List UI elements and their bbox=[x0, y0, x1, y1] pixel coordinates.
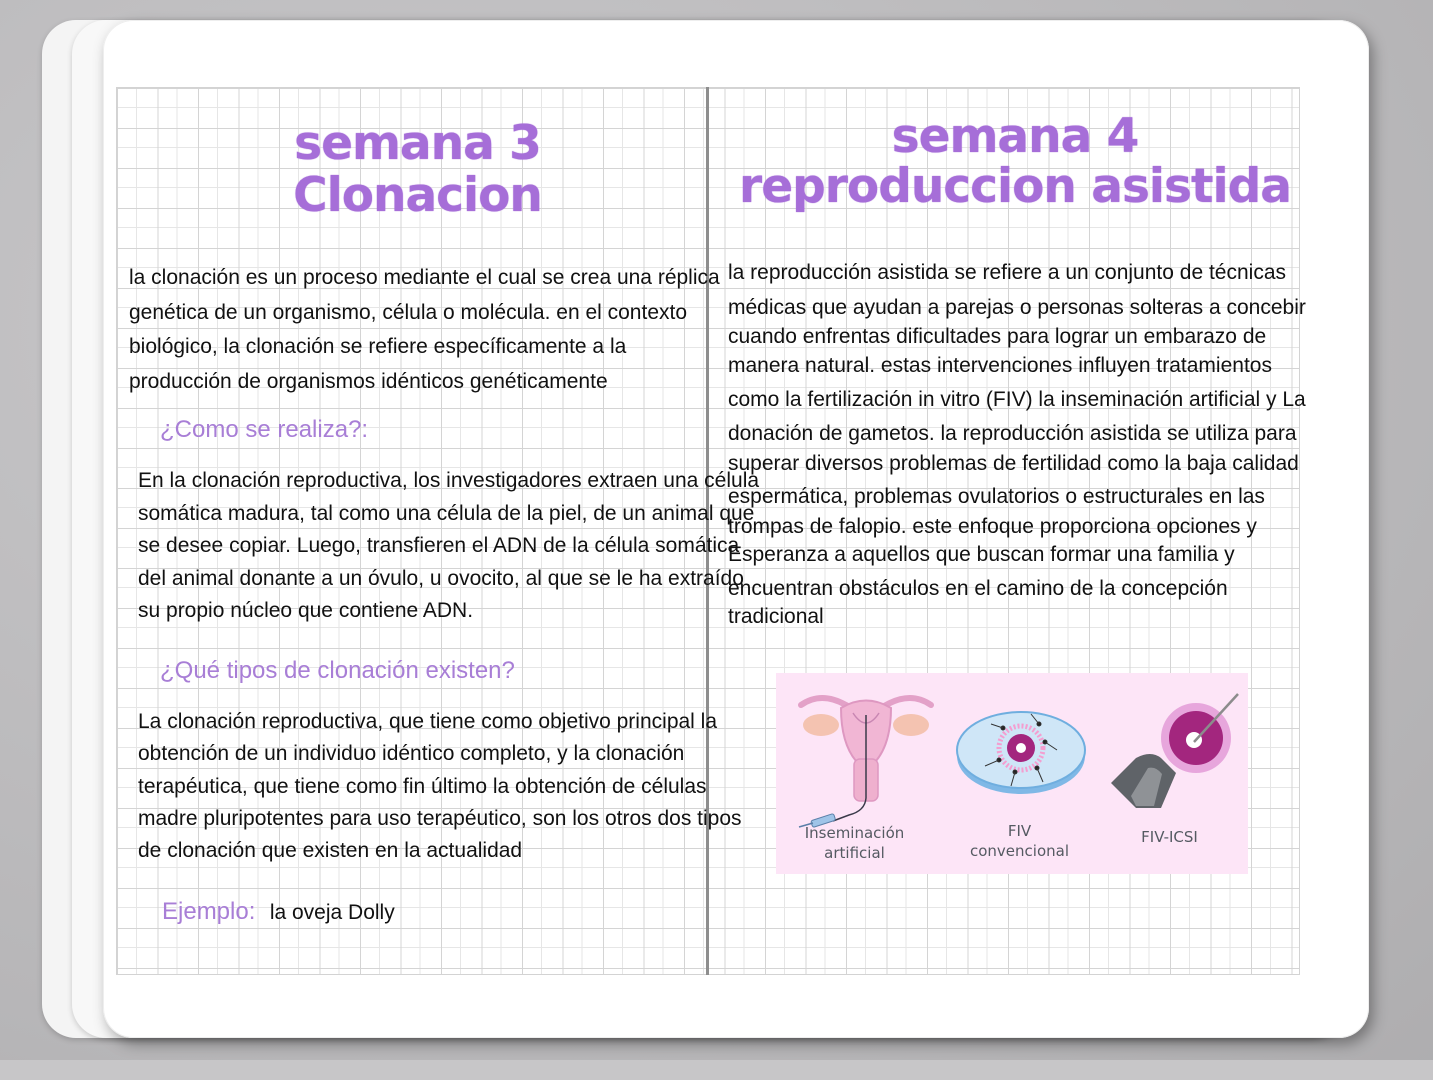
how-paragraph bbox=[138, 466, 759, 629]
caption-fiv bbox=[941, 821, 1098, 861]
text-line: espermática, problemas ovulatorios o estructurales en las bbox=[728, 485, 1265, 508]
text-line: donación de gametos. la reproducción asistida se utiliza para bbox=[728, 422, 1297, 445]
text-line: madre pluripotentes para uso terapéutico, son los otros dos tipos bbox=[138, 806, 742, 830]
section-heading-types: ¿Qué tipos de clonación existen? bbox=[160, 657, 515, 684]
right-page-title bbox=[715, 109, 1315, 214]
text-line: la clonación es un proceso mediante el cual se crea una réplica bbox=[129, 266, 720, 289]
text-line: terapéutica, que tiene como fin último la obtención de células bbox=[138, 774, 707, 798]
example-label: Ejemplo: bbox=[162, 898, 256, 925]
text-line: La clonación reproductiva, que tiene como objetivo principal la bbox=[138, 710, 718, 733]
text-line: su propio núcleo que contiene ADN. bbox=[138, 599, 474, 622]
text-line: genética de un organismo, célula o molécula. en el contexto bbox=[129, 300, 688, 324]
title-line: Clonacion bbox=[293, 168, 542, 223]
caption-icsi bbox=[1091, 827, 1248, 847]
example-line bbox=[162, 898, 395, 926]
caption-line: artificial bbox=[824, 844, 885, 862]
types-paragraph bbox=[138, 707, 742, 868]
text-line: somática madura, tal como una célula de la piel, de un animal que bbox=[138, 501, 755, 525]
title-line: reproduccion asistida bbox=[739, 159, 1291, 214]
text-line: biológico, la clonación se refiere específicamente a la bbox=[129, 335, 627, 358]
illustration-item-insemination bbox=[776, 673, 933, 874]
text-line: Esperanza a aquellos que buscan formar una familia y bbox=[728, 543, 1235, 566]
desk-surface bbox=[0, 1060, 1433, 1080]
text-line: superar diversos problemas de fertilidad como la baja calidad bbox=[728, 452, 1299, 475]
petri-dish-egg-icon bbox=[951, 698, 1091, 808]
section-heading-how: ¿Como se realiza?: bbox=[160, 416, 369, 443]
assisted-reproduction-illustration bbox=[776, 673, 1248, 874]
icsi-injection-icon bbox=[1106, 688, 1256, 818]
text-line: la reproducción asistida se refiere a un conjunto de técnicas bbox=[728, 261, 1286, 284]
illustration-item-icsi bbox=[1091, 673, 1248, 874]
text-line: obtención de un individuo idéntico completo, y la clonación bbox=[138, 742, 685, 766]
caption-line: convencional bbox=[969, 842, 1069, 860]
title-line: semana 4 bbox=[891, 109, 1139, 164]
text-line: cuando enfrentas dificultades para lograr un embarazo de bbox=[728, 325, 1267, 348]
example-value: la oveja Dolly bbox=[269, 901, 395, 924]
text-line: de clonación que existen en la actualidad bbox=[138, 839, 523, 863]
illustration-item-fiv bbox=[941, 673, 1098, 874]
text-line: En la clonación reproductiva, los investigadores extraen una célula bbox=[138, 469, 760, 492]
text-line: tradicional bbox=[728, 605, 824, 628]
text-line: como la fertilización in vitro (FIV) la inseminación artificial y La bbox=[728, 388, 1306, 411]
caption-line: Inseminación bbox=[804, 824, 905, 842]
text-line: encuentran obstáculos en el camino de la concepción bbox=[728, 577, 1228, 600]
text-line: manera natural. estas intervenciones influyen tratamientos bbox=[728, 354, 1272, 377]
text-line: del animal donante a un óvulo, u ovocito, al que se le ha extraído bbox=[138, 566, 744, 590]
title-line: semana 3 bbox=[294, 116, 541, 171]
caption-line: FIV-ICSI bbox=[1141, 828, 1198, 846]
text-line: producción de organismos idénticos genéticamente bbox=[129, 369, 608, 393]
cloning-intro-paragraph bbox=[129, 263, 720, 401]
text-line: trompas de falopio. este enfoque proporciona opciones y bbox=[728, 515, 1257, 538]
caption-line: FIV bbox=[1007, 822, 1032, 840]
assisted-reproduction-paragraph bbox=[728, 258, 1306, 632]
left-page-title bbox=[120, 116, 715, 224]
caption-insemination bbox=[776, 823, 933, 863]
text-line: se desee copiar. Luego, transfieren el ADN de la célula somática bbox=[138, 534, 740, 557]
uterus-syringe-icon bbox=[791, 683, 941, 828]
text-line: médicas que ayudan a parejas o personas solteras a concebir bbox=[728, 296, 1306, 319]
